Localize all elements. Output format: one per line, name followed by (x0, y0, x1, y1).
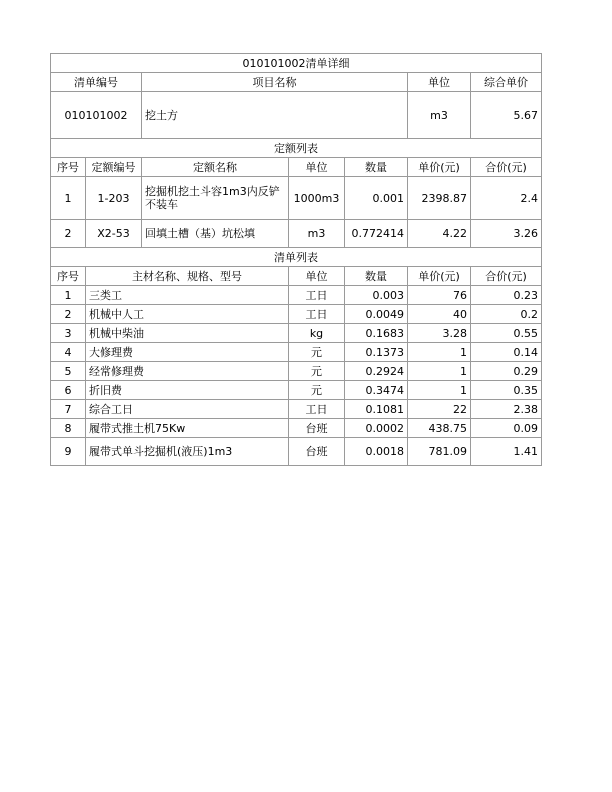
list-row (51, 362, 542, 381)
list-total: 0.2 (471, 305, 542, 324)
quota-unit: 1000m3 (289, 177, 345, 220)
list-name: 大修理费 (86, 343, 289, 362)
list-section-title: 清单列表 (51, 248, 542, 267)
list-seq: 8 (51, 419, 86, 438)
item-name: 挖土方 (142, 92, 408, 139)
list-seq: 5 (51, 362, 86, 381)
quota-header-code: 定额编号 (86, 158, 142, 177)
header-unit: 单位 (408, 73, 471, 92)
list-total: 1.41 (471, 438, 542, 466)
table-title: 010101002清单详细 (51, 54, 542, 73)
bill-code: 010101002 (51, 92, 142, 139)
list-header-qty: 数量 (345, 267, 408, 286)
list-qty: 0.0018 (345, 438, 408, 466)
list-header-total: 合价(元) (471, 267, 542, 286)
list-unit: 元 (289, 343, 345, 362)
list-total: 0.29 (471, 362, 542, 381)
list-row (51, 286, 542, 305)
list-unit-price: 781.09 (408, 438, 471, 466)
list-total: 0.55 (471, 324, 542, 343)
list-total: 0.23 (471, 286, 542, 305)
quota-unit-price: 2398.87 (408, 177, 471, 220)
quota-section-title: 定额列表 (51, 139, 542, 158)
list-name: 履带式推土机75Kw (86, 419, 289, 438)
list-unit: 工日 (289, 305, 345, 324)
list-row (51, 400, 542, 419)
list-seq: 6 (51, 381, 86, 400)
quota-qty: 0.772414 (345, 220, 408, 248)
list-unit-price: 40 (408, 305, 471, 324)
list-seq: 9 (51, 438, 86, 466)
list-unit: 元 (289, 362, 345, 381)
composite-price: 5.67 (471, 92, 542, 139)
list-unit: 元 (289, 381, 345, 400)
list-unit: 台班 (289, 419, 345, 438)
list-header-seq: 序号 (51, 267, 86, 286)
quota-header-total: 合价(元) (471, 158, 542, 177)
quota-seq: 1 (51, 177, 86, 220)
header-composite-price: 综合单价 (471, 73, 542, 92)
list-header-unit: 单位 (289, 267, 345, 286)
list-qty: 0.3474 (345, 381, 408, 400)
list-row (51, 305, 542, 324)
quota-header-seq: 序号 (51, 158, 86, 177)
quota-name: 挖掘机挖土斗容1m3内反铲 不装车 (142, 177, 289, 220)
list-unit-price: 1 (408, 381, 471, 400)
list-qty: 0.2924 (345, 362, 408, 381)
list-unit: 台班 (289, 438, 345, 466)
quota-total: 2.4 (471, 177, 542, 220)
list-unit-price: 3.28 (408, 324, 471, 343)
list-name: 履带式单斗挖掘机(液压)1m3 (86, 438, 289, 466)
quota-header-unit-price: 单价(元) (408, 158, 471, 177)
list-unit: 工日 (289, 400, 345, 419)
list-name: 折旧费 (86, 381, 289, 400)
quota-unit: m3 (289, 220, 345, 248)
quota-qty: 0.001 (345, 177, 408, 220)
quota-header-name: 定额名称 (142, 158, 289, 177)
list-seq: 4 (51, 343, 86, 362)
list-unit: kg (289, 324, 345, 343)
list-total: 2.38 (471, 400, 542, 419)
list-total: 0.09 (471, 419, 542, 438)
list-qty: 0.0002 (345, 419, 408, 438)
list-unit-price: 1 (408, 362, 471, 381)
list-qty: 0.0049 (345, 305, 408, 324)
list-row (51, 381, 542, 400)
list-row (51, 324, 542, 343)
quota-row (51, 177, 542, 220)
list-row (51, 343, 542, 362)
list-qty: 0.1373 (345, 343, 408, 362)
list-unit: 工日 (289, 286, 345, 305)
quota-total: 3.26 (471, 220, 542, 248)
list-unit-price: 1 (408, 343, 471, 362)
quota-row (51, 220, 542, 248)
list-unit-price: 22 (408, 400, 471, 419)
list-qty: 0.1081 (345, 400, 408, 419)
list-seq: 1 (51, 286, 86, 305)
list-header-unit-price: 单价(元) (408, 267, 471, 286)
list-name: 经常修理费 (86, 362, 289, 381)
bill-detail-table (50, 53, 542, 466)
list-header-name: 主材名称、规格、型号 (86, 267, 289, 286)
list-total: 0.14 (471, 343, 542, 362)
header-bill-code: 清单编号 (51, 73, 142, 92)
header-item-name: 项目名称 (142, 73, 408, 92)
list-total: 0.35 (471, 381, 542, 400)
list-row (51, 438, 542, 466)
list-name: 三类工 (86, 286, 289, 305)
list-name: 机械中人工 (86, 305, 289, 324)
list-qty: 0.003 (345, 286, 408, 305)
quota-unit-price: 4.22 (408, 220, 471, 248)
list-seq: 3 (51, 324, 86, 343)
quota-header-unit: 单位 (289, 158, 345, 177)
item-unit: m3 (408, 92, 471, 139)
list-unit-price: 76 (408, 286, 471, 305)
quota-code: 1-203 (86, 177, 142, 220)
list-row (51, 419, 542, 438)
list-unit-price: 438.75 (408, 419, 471, 438)
quota-code: X2-53 (86, 220, 142, 248)
quota-name: 回填土槽（基）坑松填 (142, 220, 289, 248)
list-seq: 7 (51, 400, 86, 419)
list-seq: 2 (51, 305, 86, 324)
list-name: 机械中柴油 (86, 324, 289, 343)
quota-seq: 2 (51, 220, 86, 248)
list-qty: 0.1683 (345, 324, 408, 343)
list-name: 综合工日 (86, 400, 289, 419)
quota-header-qty: 数量 (345, 158, 408, 177)
